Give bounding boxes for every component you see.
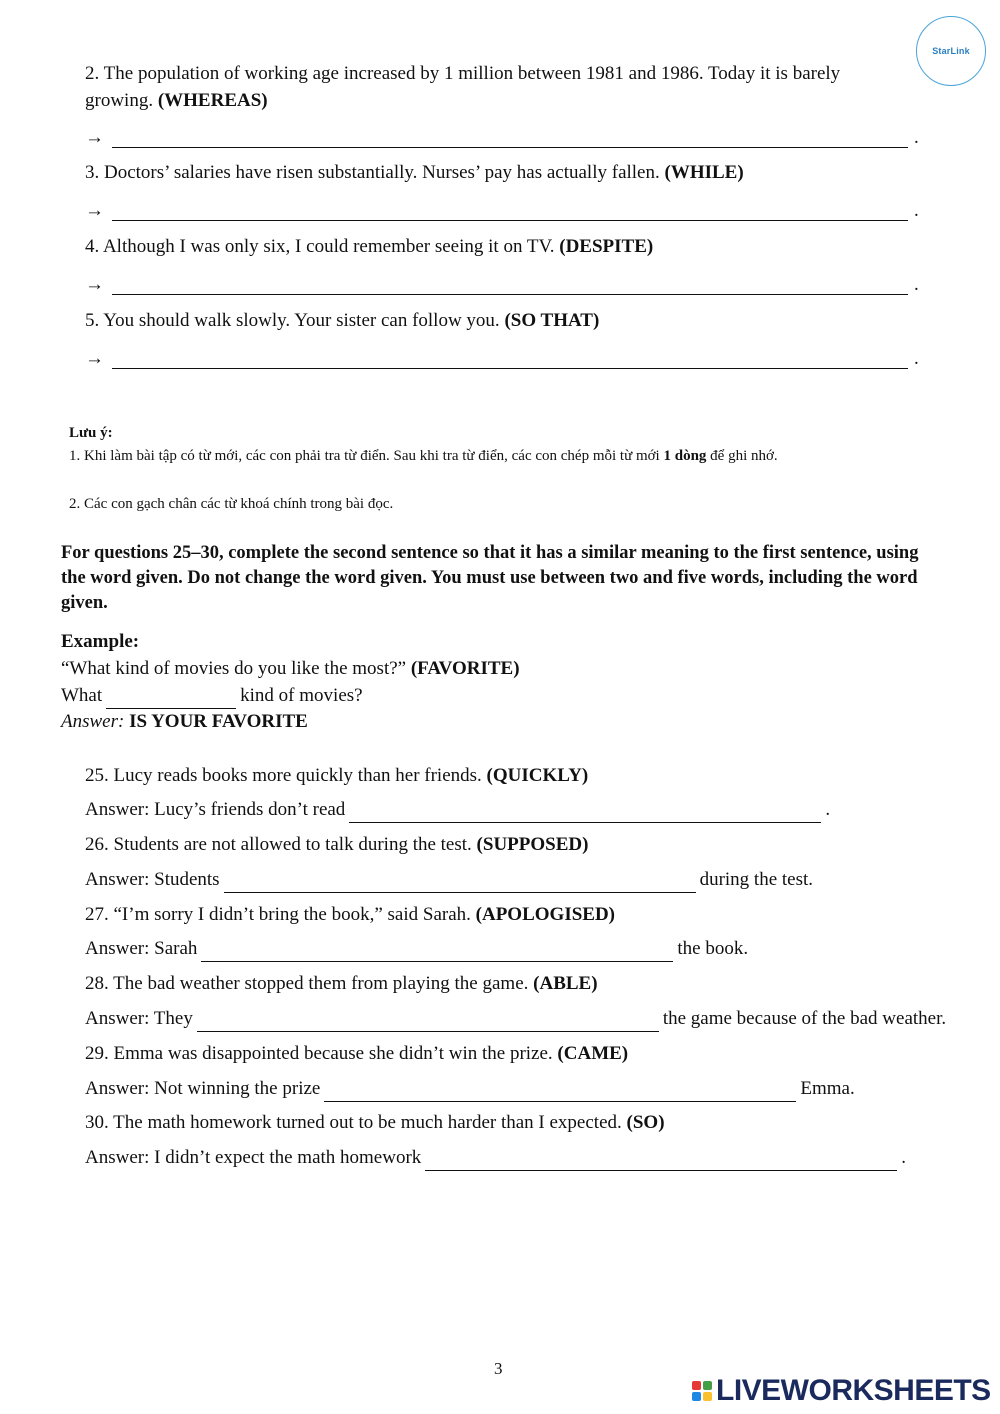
keyword: (WHEREAS) <box>157 90 268 111</box>
answer-blank-30[interactable] <box>425 1153 897 1171</box>
logo-text: StarLink <box>932 46 970 56</box>
answer-30: Answer: I didn’t expect the math homework . <box>85 1144 906 1171</box>
example-answer: Answer: IS YOUR FAVORITE <box>61 711 308 732</box>
question-29: 29. Emma was disappointed because she didn’t win the prize. (CAME) <box>85 1043 629 1064</box>
question-28: 28. The bad weather stopped them from playing the game. (ABLE) <box>85 973 598 994</box>
keyword: (CAME) <box>557 1043 629 1064</box>
question-25: 25. Lucy reads books more quickly than her friends. (QUICKLY) <box>85 765 589 786</box>
rewrite-question-2: 2. The population of working age increased by 1 million between 1981 and 1986. Today it is barely growing. (WHEREAS) <box>85 63 841 111</box>
keyword: (WHILE) <box>664 162 744 183</box>
answer-line-4[interactable]: → . <box>85 274 919 295</box>
answer-line-5[interactable]: → . <box>85 348 919 369</box>
liveworksheets-mark-icon <box>692 1381 712 1401</box>
answer-blank-28[interactable] <box>197 1014 659 1032</box>
answer-blank[interactable] <box>112 129 908 148</box>
answer-line-2[interactable]: → . <box>85 127 919 148</box>
note-line-1: 1. Khi làm bài tập có từ mới, các con phải tra từ điển. Sau khi tra từ điển, các con chép mỗi từ mới 1 dòng để ghi nhớ. <box>69 448 778 464</box>
answer-28: Answer: They the game because of the bad weather. <box>85 1005 946 1032</box>
answer-27: Answer: Sarah the book. <box>85 935 748 962</box>
question-27: 27. “I’m sorry I didn’t bring the book,” said Sarah. (APOLOGISED) <box>85 904 616 925</box>
keyword: (APOLOGISED) <box>475 904 616 925</box>
keyword: (QUICKLY) <box>486 765 589 786</box>
keyword: (DESPITE) <box>559 236 654 257</box>
question-26: 26. Students are not allowed to talk during the test. (SUPPOSED) <box>85 834 589 855</box>
answer-blank[interactable] <box>112 276 908 295</box>
example-label: Example: <box>61 631 140 652</box>
answer-blank[interactable] <box>112 350 908 369</box>
answer-blank-27[interactable] <box>201 944 673 962</box>
answer-29: Answer: Not winning the prize Emma. <box>85 1075 855 1102</box>
keyword: (FAVORITE) <box>410 658 520 679</box>
answer-line-3[interactable]: → . <box>85 200 919 221</box>
answer-26: Answer: Students during the test. <box>85 866 813 893</box>
liveworksheets-text: LIVEWORKSHEETS <box>716 1374 991 1407</box>
answer-blank-26[interactable] <box>224 875 696 893</box>
rewrite-question-3: 3. Doctors’ salaries have risen substantially. Nurses’ pay has actually fallen. (WHILE) <box>85 162 744 183</box>
answer-blank-25[interactable] <box>349 805 821 823</box>
answer-blank-29[interactable] <box>324 1084 796 1102</box>
note-title: Lưu ý: <box>69 425 113 441</box>
rewrite-question-4: 4. Although I was only six, I could remember seeing it on TV. (DESPITE) <box>85 236 654 257</box>
keyword: (ABLE) <box>533 973 598 994</box>
liveworksheets-logo <box>692 1374 991 1408</box>
keyword: (SUPPOSED) <box>476 834 589 855</box>
example-sentence: “What kind of movies do you like the most?” (FAVORITE) <box>61 658 520 679</box>
answer-25: Answer: Lucy’s friends don’t read . <box>85 796 830 823</box>
question-30: 30. The math homework turned out to be much harder than I expected. (SO) <box>85 1112 665 1133</box>
page-number: 3 <box>494 1359 503 1378</box>
starlink-logo <box>916 16 986 86</box>
example-prompt: What kind of movies? <box>61 682 363 709</box>
note-line-2: 2. Các con gạch chân các từ khoá chính trong bài đọc. <box>69 496 394 512</box>
keyword: (SO THAT) <box>504 310 600 331</box>
keyword: (SO) <box>626 1112 665 1133</box>
answer-blank[interactable] <box>112 202 908 221</box>
example-blank <box>106 691 236 709</box>
instructions: For questions 25–30, complete the second sentence so that it has a similar meaning to the first sentence, using the word given. Do not change the word given. You must use between two and five words, including the word given. <box>61 543 919 613</box>
rewrite-question-5: 5. You should walk slowly. Your sister can follow you. (SO THAT) <box>85 310 600 331</box>
